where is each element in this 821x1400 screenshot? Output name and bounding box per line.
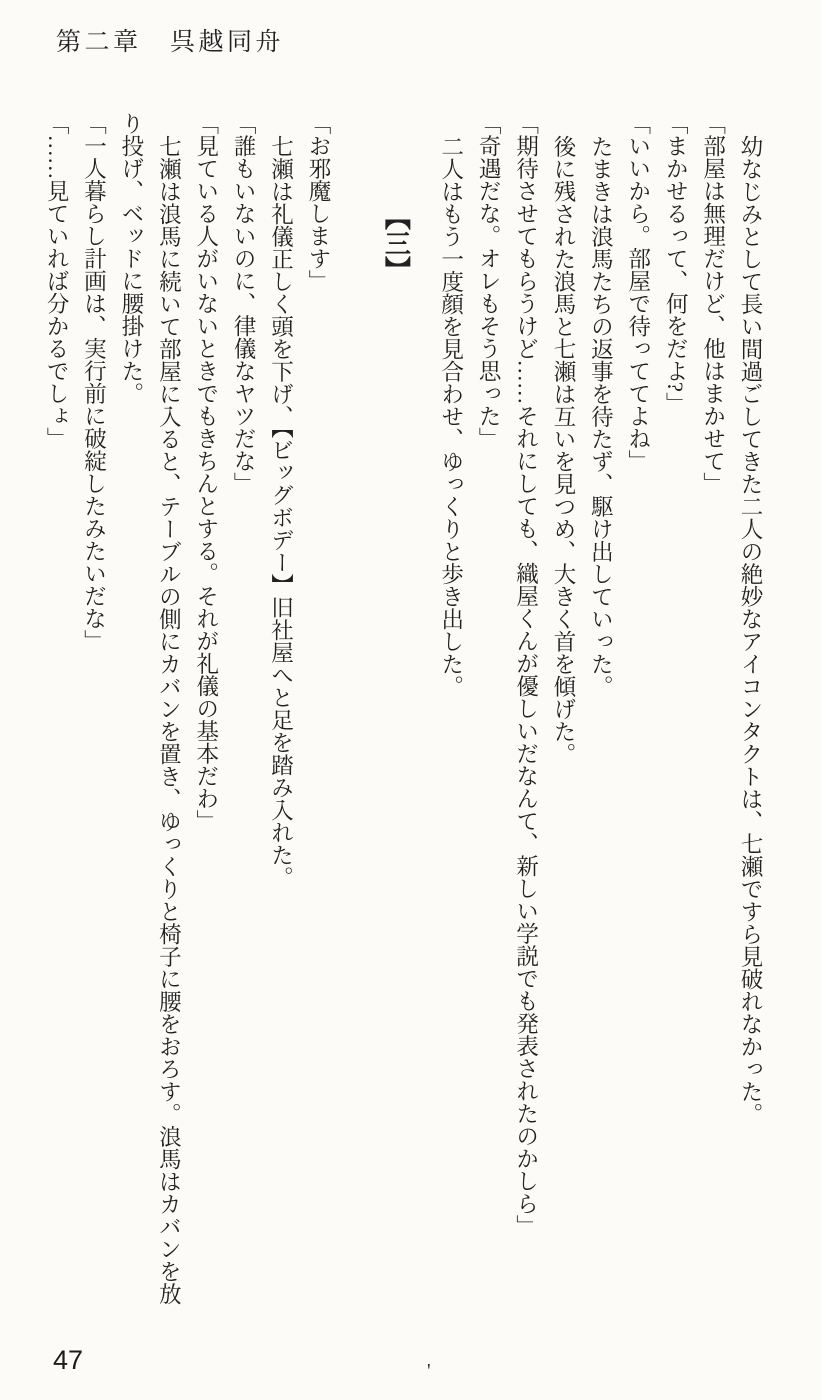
paragraph: 後に残された浪馬と七瀬は互いを見つめ、大きく首を傾げた。 (550, 134, 576, 765)
paragraph: たまきは浪馬たちの返事を待たず、駆け出していった。 (588, 134, 614, 697)
paragraph: 「いいから。部屋で待っててよね」 (625, 112, 651, 472)
paragraph: 「誰もいないのに、律儀なヤツだな」 (231, 112, 257, 495)
paragraph: 「一人暮らし計画は、実行前に破綻したみたいだな」 (81, 112, 107, 652)
paragraph: 「期待させてもらうけど……それにしても、織屋くんが優しいだなんて、新しい学説でも発表されたのかしら」 (513, 112, 539, 1237)
paragraph: 七瀬は浪馬に続いて部屋に入ると、テーブルの側にカバンを置き、ゆっくりと椅子に腰をおろす。浪馬はカバンを放り投げ、ベッドに腰掛けた。 (118, 112, 182, 1305)
paragraph: 七瀬は礼儀正しく頭を下げ、【ビッグボデー】旧社屋へと足を踏み入れた。 (268, 134, 294, 889)
scan-artifact-mark: ' (427, 1360, 431, 1382)
chapter-header: 第二章 呉越同舟 (56, 29, 285, 56)
paragraph: 「お邪魔します」 (305, 112, 331, 292)
paragraph: 「部屋は無理だけど、他はまかせて」 (700, 112, 726, 495)
section-heading: 【三】 (381, 204, 411, 282)
page-text (38, 112, 769, 1308)
paragraph: 「奇遇だな。オレもそう思った」 (476, 112, 502, 450)
page-number: 47 (53, 1345, 84, 1375)
paragraph: 「……見ていれば分かるでしょ」 (44, 112, 70, 450)
paragraph: 「見ている人がいないときでもきちんとする。それが礼儀の基本だわ」 (193, 112, 219, 832)
paragraph: 幼なじみとして長い間過ごしてきた二人の絶妙なアイコンタクトは、七瀬ですら見破れなかった。 (738, 134, 763, 1125)
paragraph: 二人はもう一度顔を見合わせ、ゆっくりと歩き出した。 (438, 134, 464, 697)
paragraph: 「まかせるって、何をだよ?」 (663, 112, 689, 415)
